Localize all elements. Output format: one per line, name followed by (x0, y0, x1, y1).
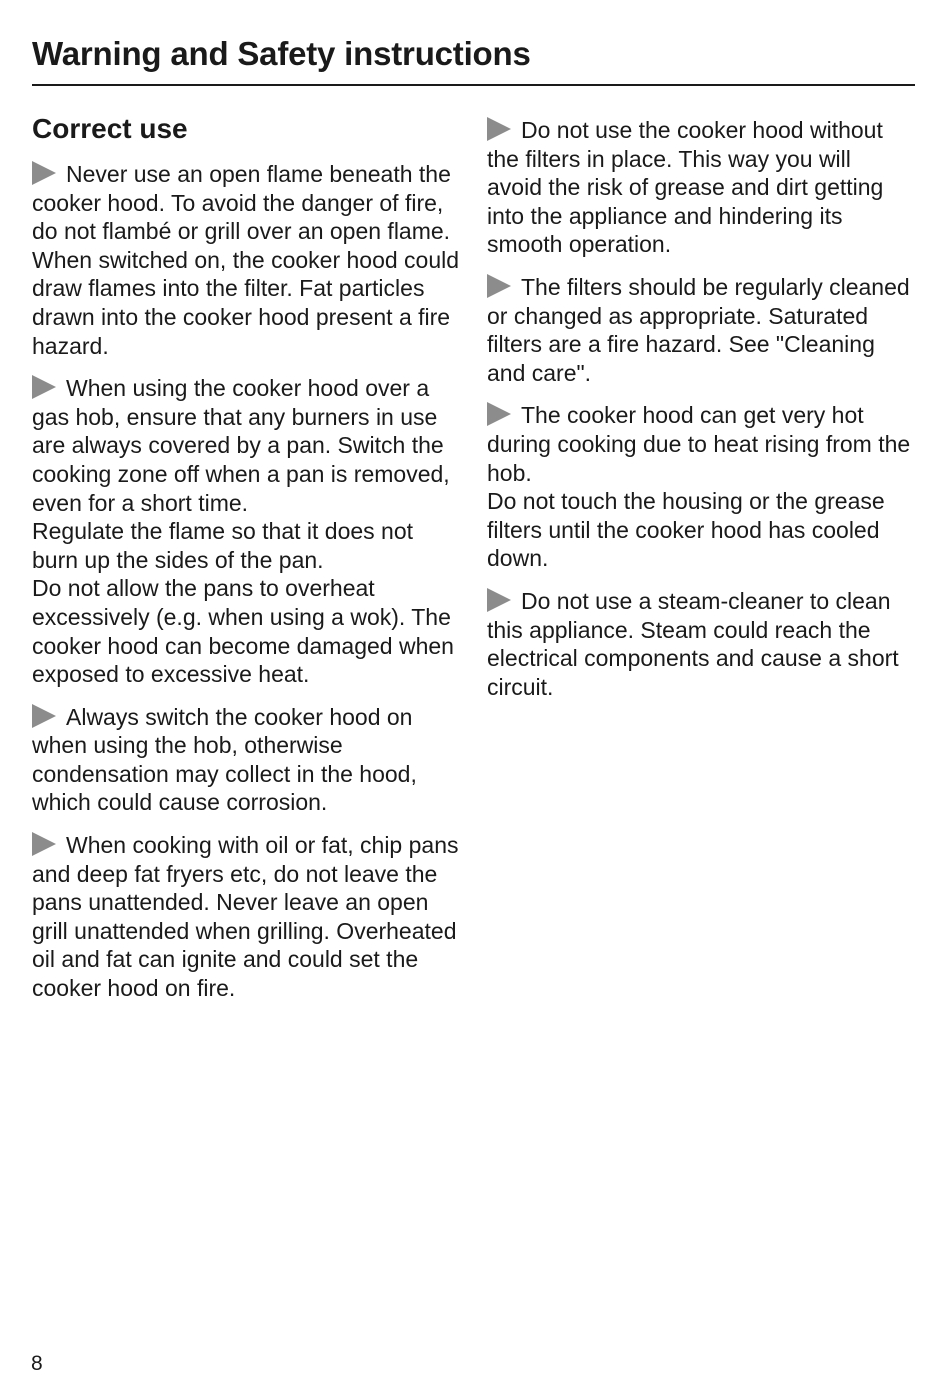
left-column (32, 110, 462, 1017)
instruction-text: Do not use a steam-cleaner to clean this appliance. Steam could reach the electrical components and cause a short circuit. (487, 587, 899, 700)
triangle-arrow-icon (487, 588, 511, 612)
instruction-text: Regulate the flame so that it does not burn up the sides of the pan. (32, 518, 414, 573)
instruction-text: The filters should be regularly cleaned or changed as appropriate. Saturated filters are a fire hazard. See "Cleaning and care". (487, 273, 910, 386)
instruction-item (32, 703, 462, 817)
instruction-item (487, 116, 912, 259)
instruction-text: Always switch the cooker hood on when using the hob, otherwise condensation may collect in the hood, which could cause corrosion. (32, 703, 417, 816)
triangle-arrow-icon (487, 402, 511, 426)
instruction-item (487, 401, 912, 573)
instruction-item (487, 273, 912, 387)
instruction-text: When using the cooker hood over a gas hob, ensure that any burners in use are always covered by a pan. Switch the cooking zone off when a pan is removed, even for a short time. (32, 375, 450, 516)
triangle-arrow-icon (32, 375, 56, 399)
instruction-item (32, 831, 462, 1003)
instruction-text: When switched on, the cooker hood could draw flames into the filter. Fat particles drawn into the cooker hood present a fire hazard. (32, 246, 460, 359)
instruction-text: Never use an open flame beneath the cooker hood. To avoid the danger of fire, do not flambé or grill over an open flame. (32, 161, 451, 245)
heading-divider (32, 84, 915, 86)
instruction-text: Do not use the cooker hood without the filters in place. This way you will avoid the risk of grease and dirt getting into the appliance and hindering its smooth operation. (487, 117, 884, 258)
right-column (487, 116, 912, 715)
triangle-arrow-icon (487, 117, 511, 141)
instruction-text: Do not allow the pans to overheat excessively (e.g. when using a wok). The cooker hood can become damaged when exposed to excessive heat. (32, 575, 454, 688)
triangle-arrow-icon (32, 832, 56, 856)
triangle-arrow-icon (487, 274, 511, 298)
triangle-arrow-icon (32, 161, 56, 185)
page-title: Warning and Safety instructions (32, 35, 531, 72)
triangle-arrow-icon (32, 704, 56, 728)
instruction-item (487, 587, 912, 701)
instruction-text: When cooking with oil or fat, chip pans and deep fat fryers etc, do not leave the pans unattended. Never leave an open grill unattended when grilling. Overheated oil and fat can ignite and could set the cooker hood on fire. (32, 832, 459, 1002)
instruction-item (32, 160, 462, 360)
instruction-text: The cooker hood can get very hot during cooking due to heat rising from the hob. (487, 402, 911, 486)
instruction-text: Do not touch the housing or the grease filters until the cooker hood has cooled down. (487, 488, 885, 572)
page-number: 8 (31, 1352, 43, 1375)
section-title: Correct use (32, 113, 188, 144)
instruction-item (32, 374, 462, 689)
